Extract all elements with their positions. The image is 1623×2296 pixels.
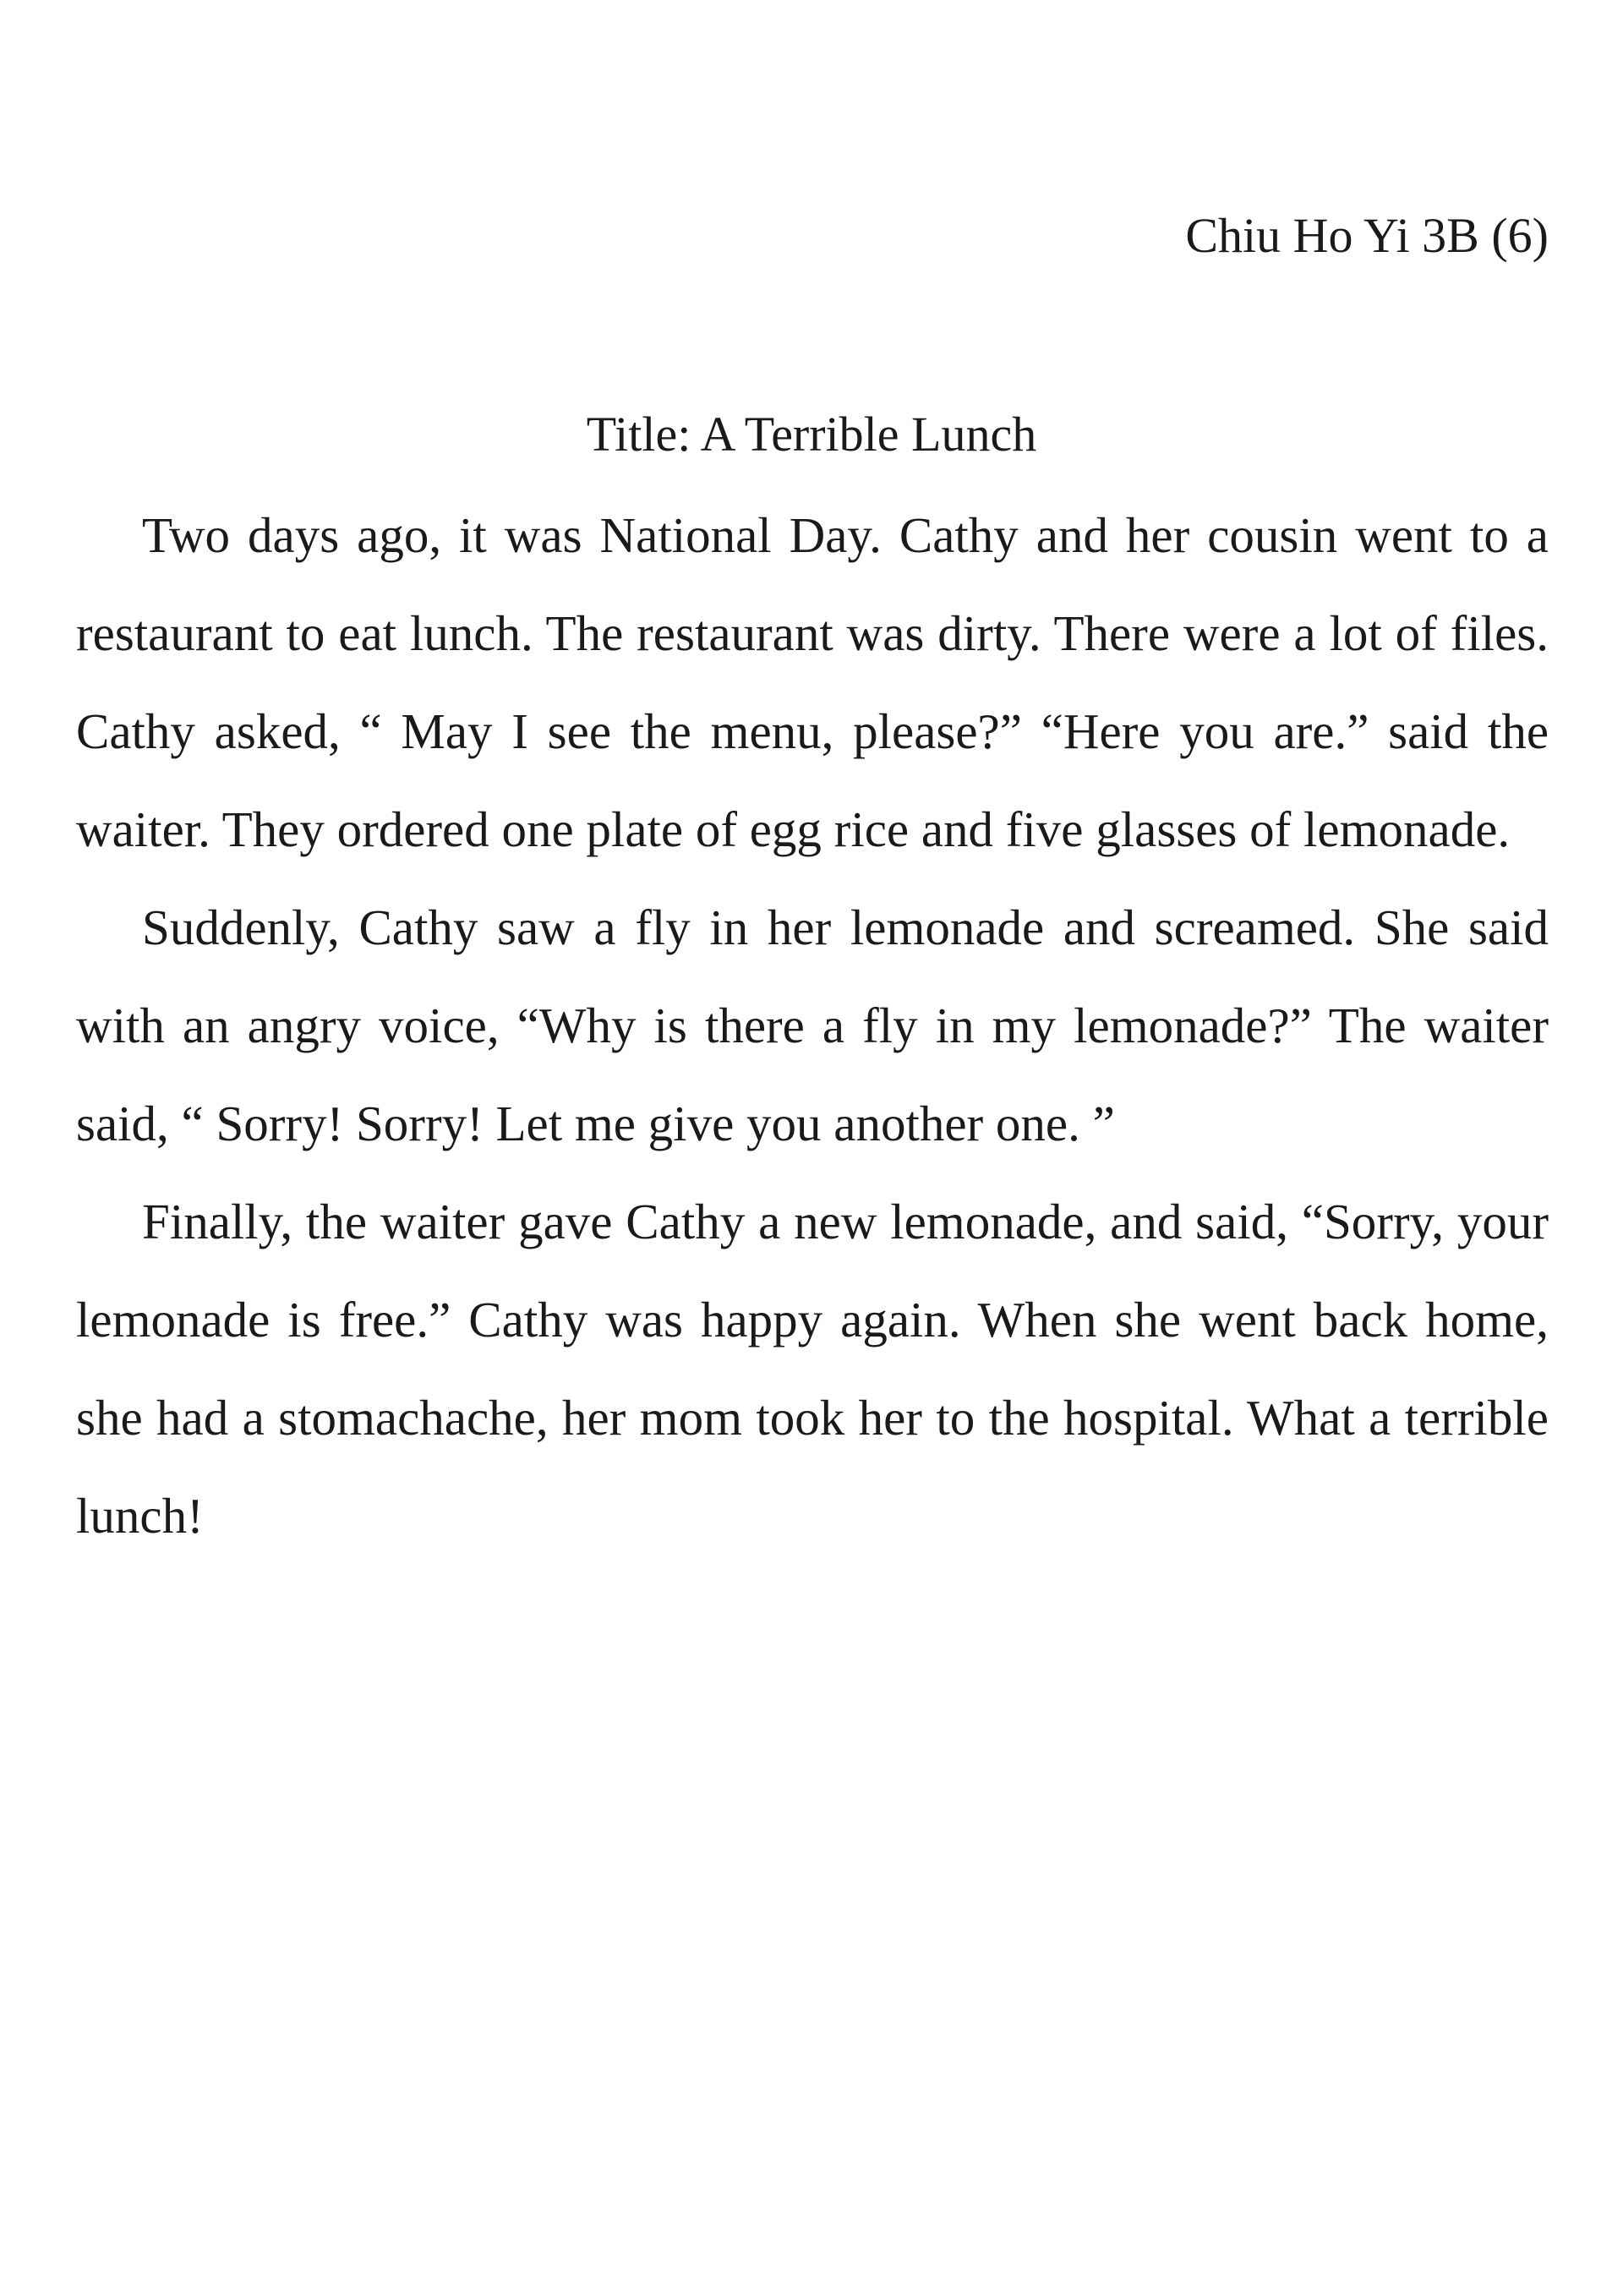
essay-body <box>76 486 1549 1565</box>
essay-title: Title: A Terrible Lunch <box>586 407 1037 462</box>
author-line: Chiu Ho Yi 3B (6) <box>1185 208 1549 263</box>
paragraph-3: Finally, the waiter gave Cathy a new lemonade, and said, “Sorry, your lemonade is free.” Cathy was happy again. When she went back home, she had a stomachache, her mom took her to the hospital. What a terrible lunch! <box>76 1194 1549 1544</box>
paragraph-1: Two days ago, it was National Day. Cathy and her cousin went to a restaurant to eat lunch. The restaurant was dirty. There were a lot of files. Cathy asked, “ May I see the menu, please?” “Here you are.” said the waiter. They ordered one plate of egg rice and five glasses of lemonade. <box>76 507 1549 857</box>
paragraph-2: Suddenly, Cathy saw a fly in her lemonade and screamed. She said with an angry voice, “Why is there a fly in my lemonade?” The waiter said, “ Sorry! Sorry! Let me give you another one. ” <box>76 899 1549 1151</box>
